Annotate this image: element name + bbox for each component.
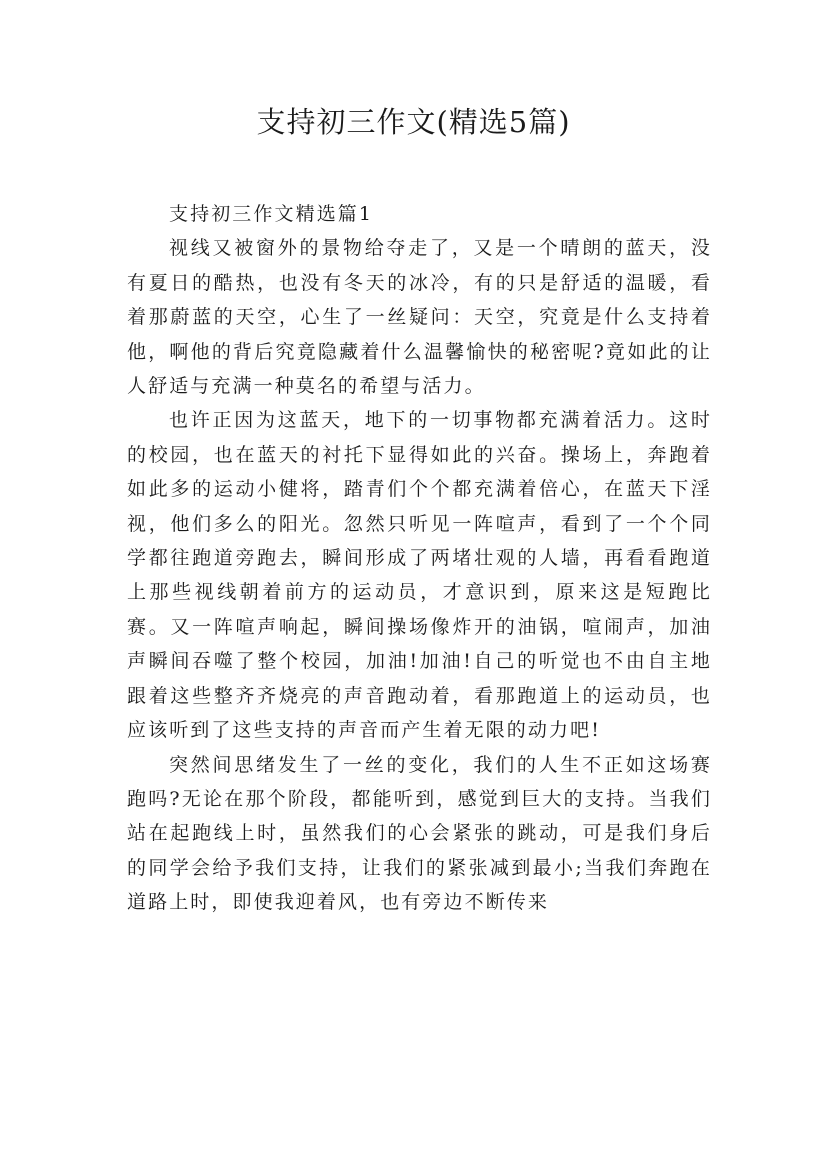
paragraph-2: 也许正因为这蓝天，地下的一切事物都充满着活力。这时的校园，也在蓝天的衬托下显得如此的兴奋。操场上，奔跑着如此多的运动小健将，踏青们个个都充满着倍心，在蓝天下淫视，他们多么的阳光。忽然只听见一阵喧声，看到了一个个同学都往跑道旁跑去，瞬间形成了两堵壮观的人墙，再看看跑道上那些视线朝着前方的运动员，才意识到，原来这是短跑比赛。又一阵喧声响起，瞬间操场像炸开的油锅，喧闹声，加油声瞬间吞噬了整个校园，加油!加油!自己的听觉也不由自主地跟着这些整齐齐烧亮的声音跑动着，看那跑道上的运动员，也应该听到了这些支持的声音而产生着无限的动力吧! (127, 409, 712, 742)
document-body (127, 197, 712, 920)
section-heading: 支持初三作文精选篇1 (169, 203, 374, 225)
paragraph-1: 视线又被窗外的景物给夺走了，又是一个晴朗的蓝天，没有夏日的酷热，也没有冬天的冰冷，有的只是舒适的温暖，看着那蔚蓝的天空，心生了一丝疑问：天空，究竟是什么支持着他，啊他的背后究竟隐藏着什么温馨愉快的秘密呢?竟如此的让人舒适与充满一种莫名的希望与活力。 (127, 237, 712, 398)
document-title: 支持初三作文(精选5篇) (256, 105, 571, 139)
paragraph-3: 突然间思绪发生了一丝的变化，我们的人生不正如这场赛跑吗?无论在那个阶段，都能听到，感觉到巨大的支持。当我们站在起跑线上时，虽然我们的心会紧张的跳动，可是我们身后的同学会给予我们支持，让我们的紧张减到最小;当我们奔跑在道路上时，即使我迎着风，也有旁边不断传来 (127, 753, 712, 914)
